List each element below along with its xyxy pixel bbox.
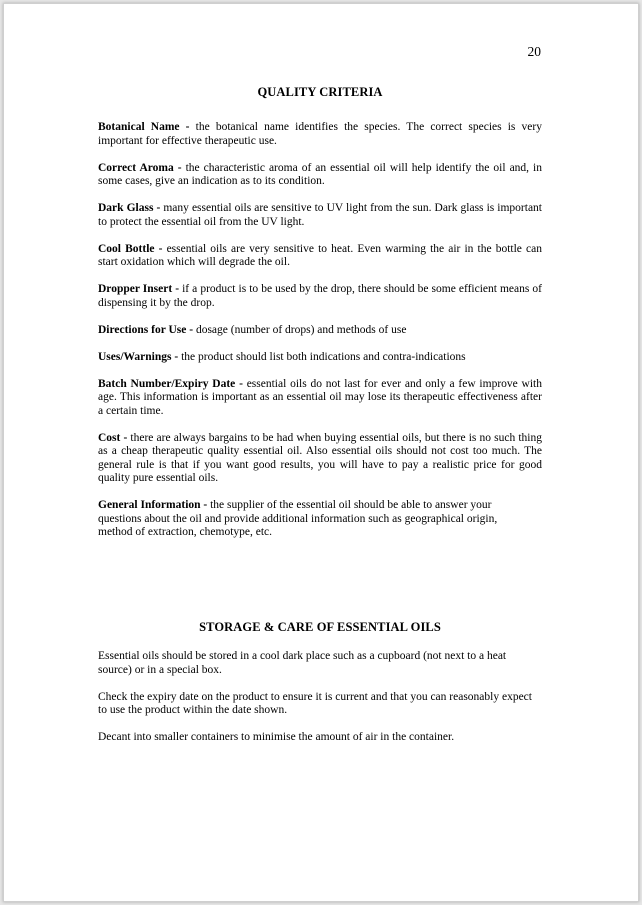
- criterion-text: if a product is to be used by the drop, there should be some efficient means of dispensing it by the drop.: [98, 283, 542, 309]
- storage-paragraph: Check the expiry date on the product to ensure it is current and that you can reasonably expect to use the product within the date shown.: [98, 690, 532, 716]
- criterion-text: there are always bargains to be had when buying essential oils, but there is no such thing as a cheap therapeutic quality essential oil. Also essential oils should not cost too much. The general rule is that if you want good results, you will have to pay a realistic price for good quality pure essential oils.: [98, 431, 542, 484]
- criterion-text: the botanical name identifies the species. The correct species is very important for effective therapeutic use.: [98, 121, 542, 147]
- criterion-term: Dropper Insert -: [98, 283, 180, 295]
- criterion-cost: [98, 432, 542, 486]
- page-number: 20: [527, 44, 541, 59]
- criterion-text: essential oils do not last for ever and only a few improve with age. This information is important as an essential oil may lose its therapeutic effectiveness after a certain time.: [98, 377, 542, 417]
- criterion-correct-aroma: [98, 162, 542, 189]
- quality-criteria-list: [98, 121, 542, 553]
- criterion-term: Cost -: [98, 431, 128, 444]
- criterion-uses-warnings: [98, 351, 542, 365]
- criterion-term: Dark Glass -: [98, 202, 161, 214]
- criterion-term: Directions for Use -: [98, 323, 194, 336]
- criterion-batch-number: [98, 378, 542, 419]
- storage-paragraph: Essential oils should be stored in a cool dark place such as a cupboard (not next to a heat source) or in a special box.: [98, 650, 507, 676]
- quality-criteria-heading: QUALITY CRITERIA: [257, 85, 383, 99]
- storage-paragraph: Decant into smaller containers to minimise the amount of air in the container.: [98, 731, 455, 743]
- criterion-term: Botanical Name -: [98, 121, 190, 133]
- criterion-text: the product should list both indications and contra-indications: [178, 350, 466, 363]
- storage-care-list: [98, 650, 542, 758]
- criterion-cool-bottle: [98, 243, 542, 270]
- criterion-term: Uses/Warnings -: [98, 350, 179, 363]
- document-page: [3, 3, 639, 902]
- criterion-term: Correct Aroma -: [98, 161, 182, 174]
- criterion-term: Batch Number/Expiry Date -: [98, 377, 243, 390]
- criterion-text: essential oils are very sensitive to heat. Even warming the air in the bottle can start oxidation which will degrade the oil.: [98, 242, 542, 268]
- storage-care-heading: STORAGE & CARE OF ESSENTIAL OILS: [199, 620, 441, 634]
- criterion-botanical-name: [98, 121, 542, 148]
- criterion-directions-for-use: [98, 324, 542, 338]
- criterion-text: many essential oils are sensitive to UV light from the sun. Dark glass is important to protect the essential oil from the UV light.: [98, 202, 542, 228]
- criterion-text: the characteristic aroma of an essential oil will help identify the oil and, in some cases, give an indication as to its condition.: [98, 161, 542, 187]
- criterion-dropper-insert: [98, 283, 542, 310]
- criterion-text: dosage (number of drops) and methods of use: [193, 323, 407, 336]
- criterion-general-information: [98, 499, 508, 540]
- criterion-text: the supplier of the essential oil should be able to answer your questions about the oil and provide additional information such as geographical origin, method of extraction, chemotype, etc.: [98, 499, 498, 538]
- criterion-term: General Information -: [98, 499, 208, 511]
- criterion-dark-glass: [98, 202, 542, 229]
- criterion-term: Cool Bottle -: [98, 242, 163, 255]
